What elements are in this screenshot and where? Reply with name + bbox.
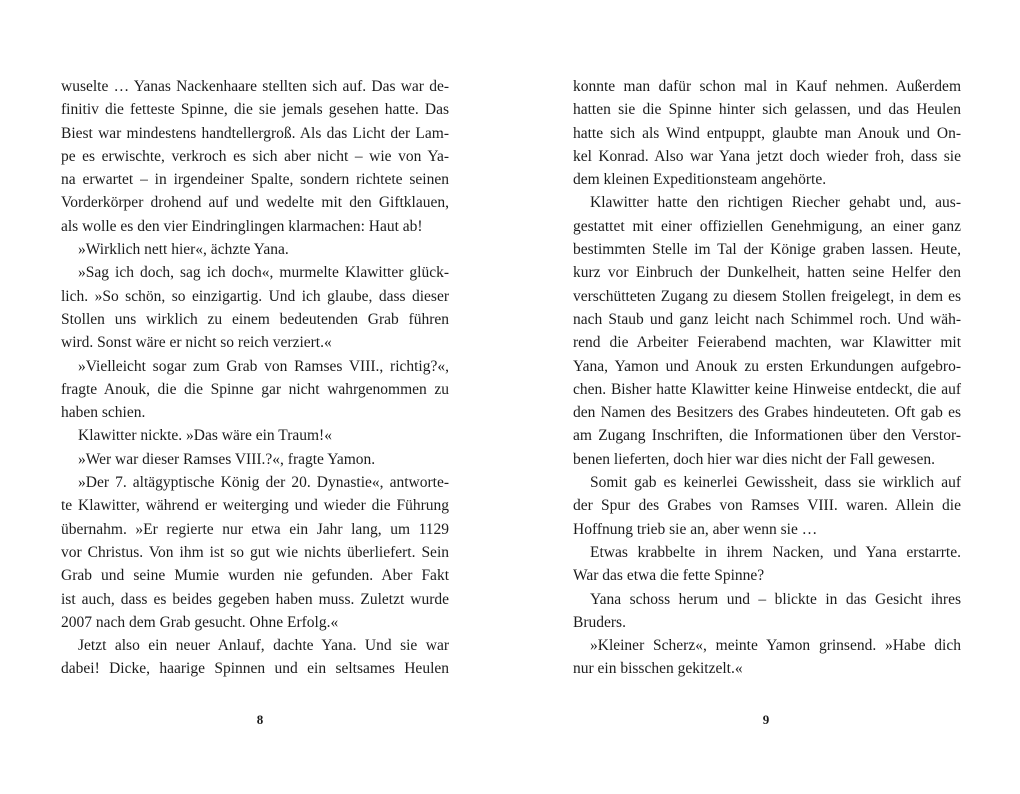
text-line: wuselte … Yanas Nackenhaare stellten sich auf. Das war de-: [61, 78, 449, 95]
text-line: bestimmten Stelle im Tal der Könige graben lassen. Heute,: [573, 241, 961, 259]
text-line: gestattet mit einer offiziellen Genehmigung, an einer ganz: [573, 217, 961, 235]
text-line: dabei! Dicke, haarige Spinnen und ein seltsames Heulen: [61, 660, 449, 678]
text-line: Grab und seine Mumie wurden nie gefunden. Aber Fakt: [61, 567, 449, 585]
text-line: 2007 nach dem Grab gesucht. Ohne Erfolg.«: [61, 613, 339, 631]
text-line: wird. Sonst wäre er nicht so reich verziert.«: [61, 334, 332, 352]
text-line: Somit gab es keinerlei Gewissheit, dass sie wirklich auf: [590, 474, 961, 492]
text-line: Klawitter nickte. »Das wäre ein Traum!«: [78, 427, 332, 445]
text-line: den Namen des Besitzers des Grabes hindeuteten. Oft gab es: [573, 404, 961, 422]
text-line: verschütteten Zugang zu diesem Stollen freigelegt, in dem es: [573, 287, 961, 305]
text-line: kurz vor Einbruch der Dunkelheit, hatten seine Helfer den: [573, 264, 961, 282]
text-line: hatte sich als Wind entpuppt, glaubte man Anouk und On-: [573, 124, 961, 142]
text-line: Yana, Yamon und Anouk zu ersten Erkundungen aufgebro-: [573, 357, 961, 375]
text-line: Etwas krabbelte in ihrem Nacken, und Yana erstarrte.: [590, 543, 961, 561]
text-line: nach Staub und ganz leicht nach Schimmel roch. Und wäh-: [573, 310, 961, 328]
right-page-number: 9: [762, 712, 770, 727]
text-line: chen. Bisher hatte Klawitter keine Hinweise entdeckt, die auf: [573, 380, 961, 398]
text-line: kel Konrad. Also war Yana jetzt doch wieder froh, dass sie: [573, 147, 961, 165]
text-line: finitiv die fetteste Spinne, die sie jemals gesehen hatte. Das: [61, 101, 449, 119]
text-line: lich. »So schön, so einzigartig. Und ich glaube, dass dieser: [61, 287, 449, 305]
text-line: fragte Anouk, die die Spinne gar nicht wahrgenommen zu: [61, 380, 449, 398]
text-line: pe es erwischte, verkroch es sich aber nicht – wie von Ya-: [61, 147, 449, 165]
text-line: dem kleinen Expeditionsteam angehörte.: [573, 171, 827, 189]
text-line: Stollen uns wirklich zu einem bedeutenden Grab führen: [61, 310, 449, 328]
text-line: hatten sie die Spinne hinter sich gelassen, und das Heulen: [573, 101, 961, 119]
text-line: »Vielleicht sogar zum Grab von Ramses VIII., richtig?«,: [78, 357, 449, 375]
text-line: na erwartet – in irgendeiner Spalte, sondern richtete seinen: [61, 171, 449, 189]
text-line: War das etwa die fette Spinne?: [573, 567, 765, 585]
text-line: konnte man dafür schon mal in Kauf nehmen. Außerdem: [573, 78, 961, 95]
text-line: am Zugang Inschriften, die Informationen über den Verstor-: [573, 427, 961, 445]
right-page: [510, 0, 1020, 794]
text-line: »Sag ich doch, sag ich doch«, murmelte Klawitter glück-: [78, 264, 449, 282]
text-line: nur ein bisschen gekitzelt.«: [573, 660, 743, 678]
text-line: te Klawitter, während er weiterging und wieder die Führung: [61, 497, 449, 515]
left-page-number: 8: [256, 712, 264, 727]
text-line: Jetzt also ein neuer Anlauf, dachte Yana. Und sie war: [78, 637, 449, 655]
text-line: »Kleiner Scherz«, meinte Yamon grinsend. »Habe dich: [590, 637, 961, 655]
text-line: übernahm. »Er regierte nur etwa ein Jahr lang, um 1129: [61, 520, 449, 538]
text-line: Biest war mindestens handtellergroß. Als das Licht der Lam-: [61, 124, 449, 142]
text-line: Bruders.: [573, 613, 626, 631]
text-line: als wolle es den vier Eindringlingen klarmachen: Haut ab!: [61, 217, 423, 235]
text-line: vor Christus. Von ihm ist so gut wie nichts überliefert. Sein: [61, 543, 449, 561]
text-line: ist auch, dass es beides gegeben haben muss. Zuletzt wurde: [61, 590, 449, 608]
text-line: Klawitter hatte den richtigen Riecher gehabt und, aus-: [590, 194, 961, 212]
text-line: der Spur des Grabes von Ramses VIII. waren. Allein die: [573, 497, 961, 515]
text-line: »Der 7. altägyptische König der 20. Dynastie«, antworte-: [78, 474, 449, 492]
text-line: »Wer war dieser Ramses VIII.?«, fragte Yamon.: [78, 450, 376, 468]
text-line: Yana schoss herum und – blickte in das Gesicht ihres: [590, 590, 961, 608]
text-line: Vorderkörper drohend auf und wedelte mit den Giftklauen,: [61, 194, 449, 212]
right-page-text: [573, 75, 961, 681]
left-page-text: [61, 75, 449, 681]
text-line: benen lieferten, doch hier war dies nicht der Fall gewesen.: [573, 450, 935, 468]
text-line: Hoffnung trieb sie an, aber wenn sie …: [573, 520, 818, 538]
text-line: haben schien.: [61, 404, 146, 422]
text-line: »Wirklich nett hier«, ächzte Yana.: [78, 241, 289, 259]
text-line: rend die Arbeiter Feierabend machten, war Klawitter mit: [573, 334, 961, 352]
